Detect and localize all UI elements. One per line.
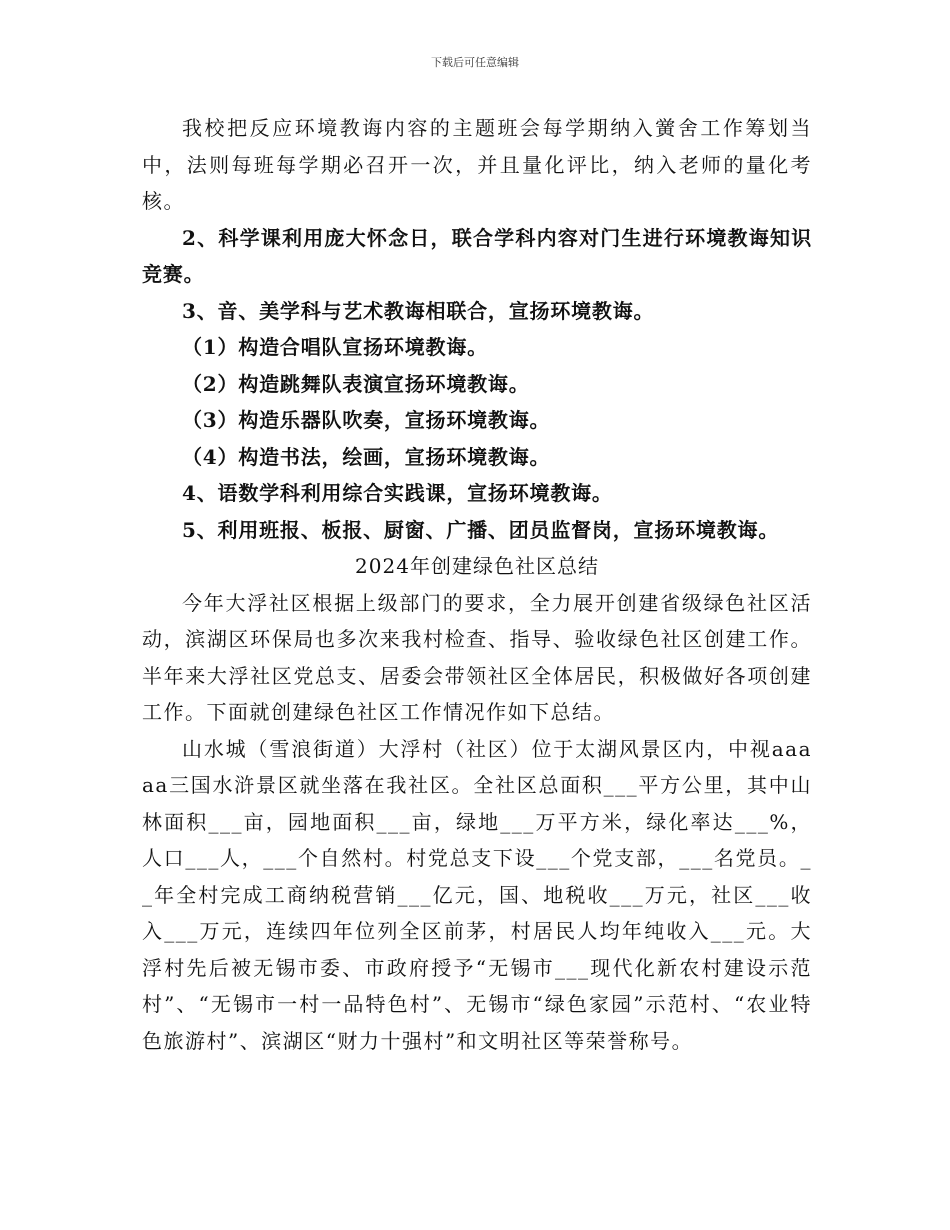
header-note: 下载后可任意编辑: [431, 56, 519, 69]
document-body: [142, 110, 812, 1059]
sub-item-3: （3）构造乐器队吹奏，宣扬环境教诲。: [182, 408, 551, 432]
sub-item-1: （1）构造合唱队宣扬环境教诲。: [182, 335, 488, 359]
section-title: 2024年创建绿色社区总结: [355, 554, 599, 578]
summary-paragraph-2: 山水城（雪浪街道）大浮村（社区）位于太湖风景区内，中视aaaaa三国水浒景区就坐落在我社区。全社区总面积___平方公里，其中山林面积___亩，园地面积___亩，绿地___万平方米，绿化率达___%，人口___人，___个自然村。村党总支下设___个党支部，___名党员。__年全村完成工商纳税营销___亿元，国、地税收___万元，社区___收入___万元，连续四年位列全区前茅，村居民人均年纯收入___元。大浮村先后被无锡市委、市政府授予“无锡市___现代化新农村建设示范村”、“无锡市一村一品特色村”、无锡市“绿色家园”示范村、“农业特色旅游村”、滨湖区“财力十强村”和文明社区等荣誉称号。: [142, 736, 812, 1053]
list-item-3: 3、音、美学科与艺术教诲相联合，宣扬环境教诲。: [182, 298, 655, 323]
summary-paragraph-1: 今年大浮社区根据上级部门的要求，全力展开创建省级绿色社区活动，滨湖区环保局也多次来我村检查、指导、验收绿色社区创建工作。半年来大浮社区党总支、居委会带领社区全体居民，积极做好各项创建工作。下面就创建绿色社区工作情况作如下总结。: [142, 590, 812, 724]
sub-item-2: （2）构造跳舞队表演宣扬环境教诲。: [182, 371, 530, 396]
intro-paragraph: 我校把反应环境教诲内容的主题班会每学期纳入黉舍工作筹划当中，法则每班每学期必召开一次，并且量化评比，纳入老师的量化考核。: [142, 116, 812, 213]
list-item-2: 2、科学课利用庞大怀念日，联合学科内容对门生进行环境教诲知识竞赛。: [142, 225, 812, 286]
sub-item-4: （4）构造书法，绘画，宣扬环境教诲。: [182, 444, 551, 469]
list-item-4: 4、语数学科利用综合实践课，宣扬环境教诲。: [182, 481, 613, 505]
list-item-5: 5、利用班报、板报、厨窗、广播、团员监督岗，宣扬环境教诲。: [182, 517, 780, 542]
